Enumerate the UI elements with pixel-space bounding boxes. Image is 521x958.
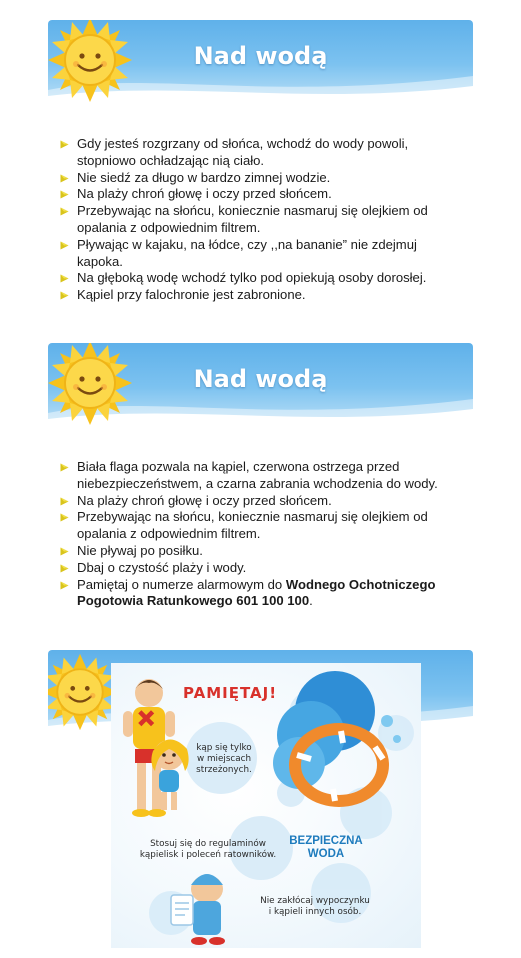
bullet-icon: [60, 513, 69, 522]
bullet-icon: [60, 581, 69, 590]
emergency-number: Wodnego Ochotniczego Pogotowia Ratunkowego 601 100 100: [77, 576, 436, 609]
list-item: Nie pływaj po posiłku.: [58, 543, 465, 560]
bullet-icon: [60, 497, 69, 506]
bullet-icon: [60, 241, 69, 250]
list-item: Na głęboką wodę wchodź tylko pod opiekują osoby dorosłej.: [58, 270, 465, 287]
bullet-icon: [60, 291, 69, 300]
sun-icon: [48, 20, 134, 104]
list-item: Gdy jesteś rozgrzany od słońca, wchodź do wody powoli, stopniowo ochładzając nią ciało.: [58, 136, 465, 170]
slide-1-title: Nad wodą: [193, 42, 328, 70]
list-item: Przebywając na słońcu, koniecznie nasmaruj się olejkiem od opalania z odpowiednim filtrem.: [58, 509, 465, 543]
list-item: Kąpiel przy falochronie jest zabronione.: [58, 287, 465, 304]
list-item: Nie siedź za długo w bardzo zimnej wodzie.: [58, 170, 465, 187]
tip-follow-rules: Stosuj się do regulaminów kąpielisk i poleceń ratowników.: [139, 839, 277, 860]
bullet-icon: [60, 564, 69, 573]
list-item: Dbaj o czystość plaży i wody.: [58, 560, 465, 577]
tip-guarded-places: kąp się tylko w miejscach strzeżonych.: [196, 743, 252, 775]
safety-poster: [111, 663, 421, 948]
sun-icon: [48, 343, 134, 427]
poster-heading: PAMIĘTAJ!: [183, 684, 278, 702]
bullet-icon: [60, 140, 69, 149]
list-item: Biała flaga pozwala na kąpiel, czerwona ostrzega przed niebezpieczeństwem, a czarna zabrania wchodzenia do wody.: [58, 459, 465, 493]
bullet-icon: [60, 190, 69, 199]
boy-figure: [171, 874, 225, 945]
slide-2: [48, 343, 473, 643]
list-item: Pływając w kajaku, na łódce, czy ,,na bananie” nie zdejmuj kapoka.: [58, 237, 465, 271]
slide-2-bullet-list: [58, 459, 465, 610]
list-item: Pamiętaj o numerze alarmowym do Wodnego Ochotniczego Pogotowia Ratunkowego 601 100 100.: [58, 577, 465, 611]
tip-respect-others: Nie zakłócaj wypoczynku i kąpieli innych osób.: [260, 896, 370, 917]
bullet-icon: [60, 174, 69, 183]
sun-icon: [48, 652, 120, 732]
bullet-icon: [60, 547, 69, 556]
list-item: Przebywając na słońcu, koniecznie nasmaruj się olejkiem od opalania z odpowiednim filtrem.: [58, 203, 465, 237]
list-item: Na plaży chroń głowę i oczy przed słońcem.: [58, 493, 465, 510]
list-item: Na plaży chroń głowę i oczy przed słońcem.: [58, 186, 465, 203]
slide-2-title: Nad wodą: [193, 365, 328, 393]
bullet-icon: [60, 463, 69, 472]
slide-1-bullet-list: [58, 136, 465, 304]
bullet-icon: [60, 207, 69, 216]
slide-1: [48, 20, 473, 340]
bullet-icon: [60, 274, 69, 283]
brand-logo-text: BEZPIECZNA WODA: [289, 835, 363, 860]
